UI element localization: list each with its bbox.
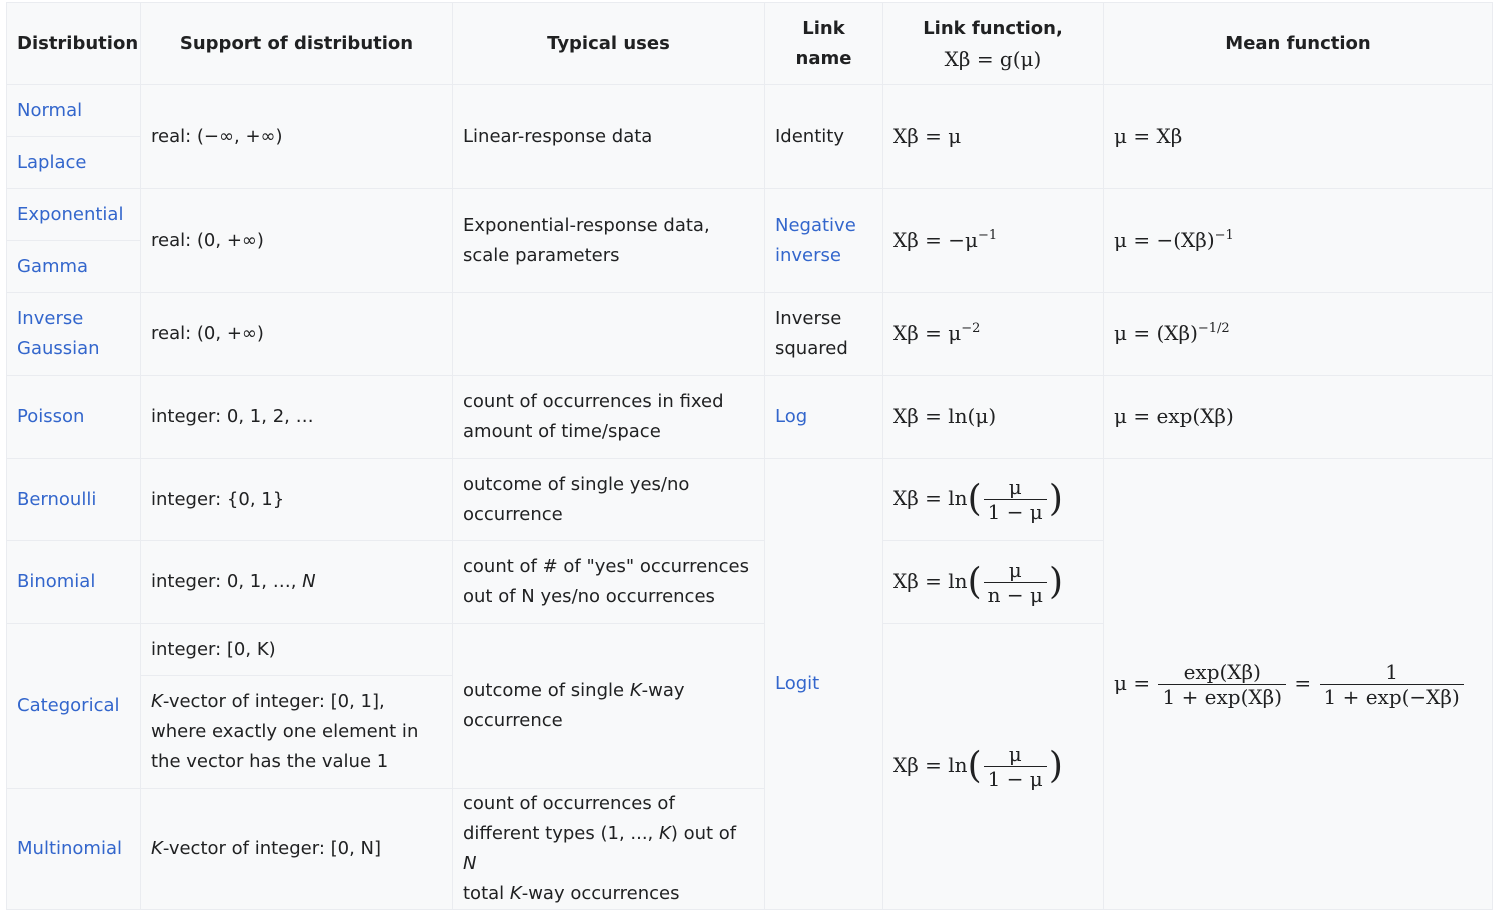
link-function-identity (883, 85, 1104, 189)
uses-multinomial-line3b: -way occurrences (521, 883, 680, 904)
mean-logit-numerator2: 1 (1320, 660, 1464, 685)
support-multinomial-text: -vector of integer: [0, N] (162, 838, 382, 859)
uses-poisson-line1: count of occurrences in fixed (463, 391, 724, 412)
dist-normal-cell (7, 85, 141, 137)
support-poisson (141, 376, 453, 459)
support-normal-text: real: (−∞, +∞) (151, 125, 283, 147)
logit-binomial-denominator: n − μ (987, 582, 1043, 607)
link-laplace[interactable]: Laplace (17, 151, 87, 173)
link-function-negative-inverse-exponent: −1 (978, 227, 998, 243)
uses-categorical-line2: occurrence (463, 710, 563, 731)
table-row (7, 459, 1493, 541)
dist-categorical-cell (7, 624, 141, 789)
uses-inverse-gaussian (453, 293, 765, 376)
header-uses: Typical uses (453, 3, 765, 85)
glm-table (6, 2, 1493, 910)
uses-poisson (453, 376, 765, 459)
logit-categorical-denominator: 1 − μ (987, 767, 1043, 791)
support-exponential (141, 189, 453, 293)
header-link-name-line1: Link (802, 17, 845, 39)
support-binomial (141, 541, 453, 624)
dist-exponential-cell (7, 189, 141, 241)
support-normal (141, 85, 453, 189)
uses-multinomial-line2a: different types (1, ..., (463, 823, 660, 844)
link-name-inverse-squared (765, 293, 883, 376)
link-function-logit-bernoulli: Xβ = ln( $\frac{\mu}{1 - \mu}$ ) (883, 459, 1104, 541)
mean-logit-denominator2: 1 + exp(−Xβ) (1323, 684, 1460, 709)
support-categorical-a (141, 624, 453, 676)
support-bernoulli (141, 459, 453, 541)
dist-bernoulli-cell (7, 459, 141, 541)
table-row (7, 189, 1493, 241)
mean-logit-equals: = (1294, 670, 1312, 695)
logit-bernoulli-denominator: 1 − μ (987, 500, 1043, 524)
support-binomial-text: integer: 0, 1, …, (151, 571, 303, 592)
support-multinomial (141, 789, 453, 910)
support-categorical-b-line3: the vector has the value 1 (151, 751, 389, 772)
header-link-name (765, 3, 883, 85)
link-name-logit-cell (765, 459, 883, 910)
link-bernoulli[interactable]: Bernoulli (17, 488, 97, 510)
header-support: Support of distribution (141, 3, 453, 85)
header-link-function-line2: Xβ = g(μ) (944, 46, 1042, 71)
uses-binomial (453, 541, 765, 624)
link-function-log (883, 376, 1104, 459)
link-exponential[interactable]: Exponential (17, 203, 124, 225)
mean-function-negative-inverse-exponent: −1 (1214, 227, 1234, 243)
logit-bernoulli-numerator: μ (984, 475, 1047, 500)
link-function-negative-inverse (883, 189, 1104, 293)
support-categorical-b (141, 676, 453, 789)
dist-binomial-cell (7, 541, 141, 624)
uses-exponential-line2: scale parameters (463, 244, 620, 266)
header-link-function (883, 3, 1104, 85)
support-inverse-gaussian (141, 293, 453, 376)
link-inverse-gaussian-line2[interactable]: Gaussian (17, 338, 100, 359)
uses-normal: Linear-response data (453, 85, 765, 189)
support-categorical-a-text: integer: [0, K) (151, 638, 276, 660)
link-name-negative-inverse (765, 189, 883, 293)
dist-multinomial-cell (7, 789, 141, 910)
mean-logit-numerator1: exp(Xβ) (1158, 660, 1286, 685)
dist-inverse-gaussian-cell (7, 293, 141, 376)
link-multinomial[interactable]: Multinomial (17, 838, 122, 859)
support-exponential-text: real: (0, +∞) (151, 229, 264, 251)
header-distribution: Distribution (7, 3, 141, 85)
mean-function-negative-inverse (1104, 189, 1493, 293)
link-function-inverse-squared-exponent: −2 (961, 321, 981, 336)
mean-logit-denominator1: 1 + exp(Xβ) (1162, 684, 1283, 709)
support-categorical-b-k: K (151, 691, 163, 712)
uses-multinomial-line1: count of occurrences of (463, 793, 675, 814)
uses-multinomial-n: N (463, 853, 477, 874)
link-name-inverse-squared-line1: Inverse (775, 308, 842, 329)
header-row (7, 3, 1493, 85)
link-negative-inverse-line1[interactable]: Negative (775, 214, 856, 236)
mean-logit-lhs: μ = (1114, 670, 1151, 695)
mean-function-negative-inverse-formula: μ = −(Xβ) (1114, 227, 1215, 252)
support-bernoulli-text: integer: {0, 1} (151, 488, 285, 510)
link-function-inverse-squared-formula: Xβ = μ (893, 321, 962, 345)
uses-exponential (453, 189, 765, 293)
logit-binomial-lhs: Xβ = ln (893, 568, 968, 593)
mean-function-inverse-squared-exponent: −1/2 (1197, 321, 1230, 336)
mean-function-log (1104, 376, 1493, 459)
uses-binomial-line2: out of N yes/no occurrences (463, 586, 715, 607)
link-gamma[interactable]: Gamma (17, 255, 89, 277)
uses-exponential-line1: Exponential-response data, (463, 214, 710, 236)
link-function-logit-binomial: Xβ = ln( $\frac{\mu}{n - \mu}$ ) (883, 541, 1104, 624)
link-name-identity: Identity (765, 85, 883, 189)
link-function-log-formula: Xβ = ln(μ) (893, 404, 997, 428)
mean-function-identity-formula: μ = Xβ (1114, 123, 1183, 148)
link-normal[interactable]: Normal (17, 99, 83, 121)
table-row (7, 293, 1493, 376)
support-categorical-b-line2: where exactly one element in (151, 721, 419, 742)
link-logit[interactable]: Logit (775, 673, 820, 694)
logit-categorical-lhs: Xβ = ln (893, 753, 968, 777)
mean-function-identity (1104, 85, 1493, 189)
mean-function-inverse-squared-formula: μ = (Xβ) (1114, 321, 1198, 345)
link-binomial[interactable]: Binomial (17, 571, 96, 592)
support-categorical-b-line1: -vector of integer: [0, 1], (162, 691, 385, 712)
uses-multinomial-k: K (659, 823, 671, 844)
link-poisson[interactable]: Poisson (17, 406, 85, 427)
link-log[interactable]: Log (775, 406, 808, 427)
mean-function-logit (1104, 459, 1493, 910)
uses-multinomial-k2: K (509, 883, 522, 904)
support-binomial-n: N (302, 571, 316, 592)
uses-bernoulli-line2: occurrence (463, 503, 563, 525)
uses-multinomial (453, 789, 765, 910)
header-mean-function: Mean function (1104, 3, 1493, 85)
link-function-negative-inverse-formula: Xβ = −μ (893, 227, 979, 252)
header-link-name-line2: name (795, 47, 852, 69)
uses-poisson-line2: amount of time/space (463, 421, 661, 442)
dist-poisson-cell (7, 376, 141, 459)
logit-bernoulli-lhs: Xβ = ln (893, 486, 968, 510)
logit-categorical-numerator: μ (984, 742, 1047, 767)
uses-categorical-line1a: outcome of single (463, 680, 630, 701)
dist-laplace-cell (7, 137, 141, 189)
uses-binomial-line1: count of # of "yes" occurrences (463, 556, 749, 577)
support-multinomial-k: K (151, 838, 163, 859)
mean-function-log-formula: μ = exp(Xβ) (1114, 404, 1234, 428)
link-function-inverse-squared (883, 293, 1104, 376)
support-inverse-gaussian-text: real: (0, +∞) (151, 323, 264, 344)
mean-function-inverse-squared (1104, 293, 1493, 376)
link-inverse-gaussian-line1[interactable]: Inverse (17, 308, 84, 329)
link-name-log-cell (765, 376, 883, 459)
dist-gamma-cell (7, 241, 141, 293)
header-link-function-line1: Link function, (923, 17, 1063, 39)
uses-bernoulli (453, 459, 765, 541)
uses-multinomial-line3a: total (463, 883, 510, 904)
link-categorical[interactable]: Categorical (17, 695, 120, 716)
link-function-identity-formula: Xβ = μ (893, 123, 962, 148)
uses-categorical-line1b: -way (641, 680, 685, 701)
uses-categorical (453, 624, 765, 789)
uses-categorical-k: K (629, 680, 642, 701)
uses-multinomial-line2b: ) out of (670, 823, 737, 844)
table-row (7, 376, 1493, 459)
link-negative-inverse-line2[interactable]: inverse (775, 244, 841, 266)
link-function-logit-categorical: Xβ = ln( $\frac{\mu}{1 - \mu}$ ) (883, 624, 1104, 910)
table-row (7, 85, 1493, 137)
logit-binomial-numerator: μ (984, 558, 1047, 583)
uses-bernoulli-line1: outcome of single yes/no (463, 473, 690, 495)
link-name-inverse-squared-line2: squared (775, 338, 848, 359)
support-poisson-text: integer: 0, 1, 2, … (151, 406, 314, 427)
